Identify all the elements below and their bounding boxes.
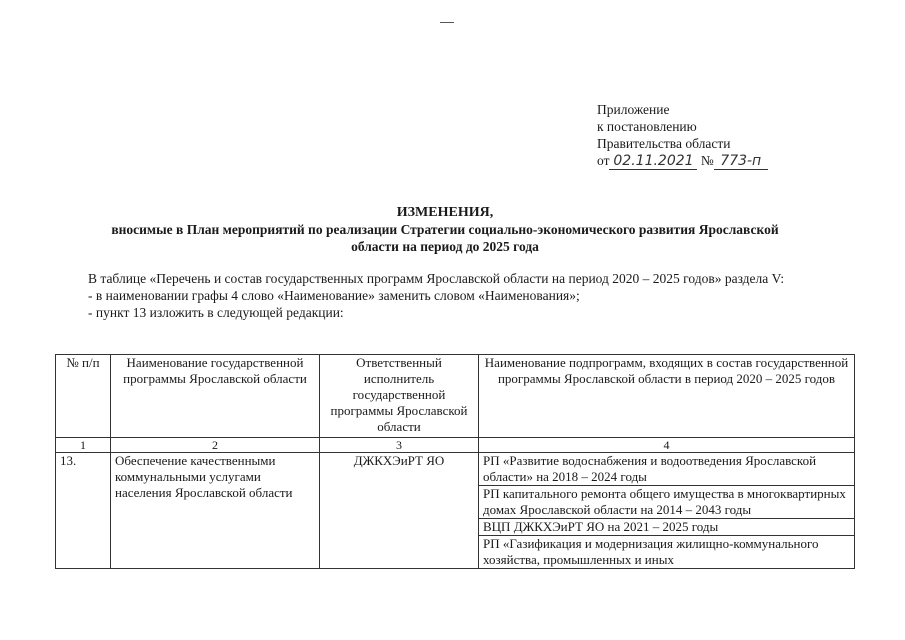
appendix-line-1: Приложение — [597, 102, 670, 117]
subprogram-3: ВЦП ДЖКХЭиРТ ЯО на 2021 – 2025 годы — [479, 519, 855, 536]
page-number-mark — [440, 22, 454, 23]
col-number-2: 2 — [111, 438, 320, 453]
document-title — [40, 204, 850, 255]
title-main: ИЗМЕНЕНИЯ, — [396, 205, 494, 220]
header-subprograms: Наименование подпрограмм, входящих в состав государственной программы Ярославской области в период 2020 – 2025 годов — [479, 355, 855, 438]
row-num: 13. — [56, 453, 111, 569]
number-label: № — [700, 153, 714, 168]
table-header-row — [56, 355, 855, 438]
column-number-row — [56, 438, 855, 453]
table-row — [56, 453, 855, 486]
header-num: № п/п — [56, 355, 111, 438]
body-text — [55, 270, 855, 321]
subprogram-2: РП капитального ремонта общего имущества в многоквартирных домах Ярославской области на 2014 – 2043 годы — [479, 486, 855, 519]
header-program: Наименование государственной программы Ярославской области — [111, 355, 320, 438]
appendix-block — [597, 101, 768, 170]
paragraph-intro: В таблице «Перечень и состав государственных программ Ярославской области на период 2020 – 2025 годов» раздела V: — [88, 271, 785, 286]
subprogram-4: РП «Газификация и модернизация жилищно-коммунального хозяйства, промышленных и иных — [479, 536, 855, 569]
subprogram-1: РП «Развитие водоснабжения и водоотведения Ярославской области» на 2018 – 2024 годы — [479, 453, 855, 486]
appendix-line-3: Правительства области — [597, 136, 731, 151]
from-label: от — [597, 153, 610, 168]
list-item-2: - пункт 13 изложить в следующей редакции: — [88, 305, 344, 320]
handwritten-number: 773-п — [714, 154, 768, 170]
title-sub-line-2: области на период до 2025 года — [351, 239, 539, 254]
row-executor: ДЖКХЭиРТ ЯО — [320, 453, 479, 569]
row-program: Обеспечение качественными коммунальными услугами населения Ярославской области — [111, 453, 320, 569]
col-number-1: 1 — [56, 438, 111, 453]
programs-table — [55, 354, 855, 569]
title-sub-line-1: вносимые в План мероприятий по реализации Стратегии социально-экономического развития Ярославской — [111, 222, 779, 237]
col-number-4: 4 — [479, 438, 855, 453]
handwritten-date: 02.11.2021 — [609, 154, 697, 170]
appendix-line-2: к постановлению — [597, 119, 697, 134]
list-item-1: - в наименовании графы 4 слово «Наименование» заменить словом «Наименования»; — [88, 288, 580, 303]
appendix-date-line — [597, 152, 768, 170]
col-number-3: 3 — [320, 438, 479, 453]
header-executor: Ответственный исполнитель государственной программы Ярославской области — [320, 355, 479, 438]
